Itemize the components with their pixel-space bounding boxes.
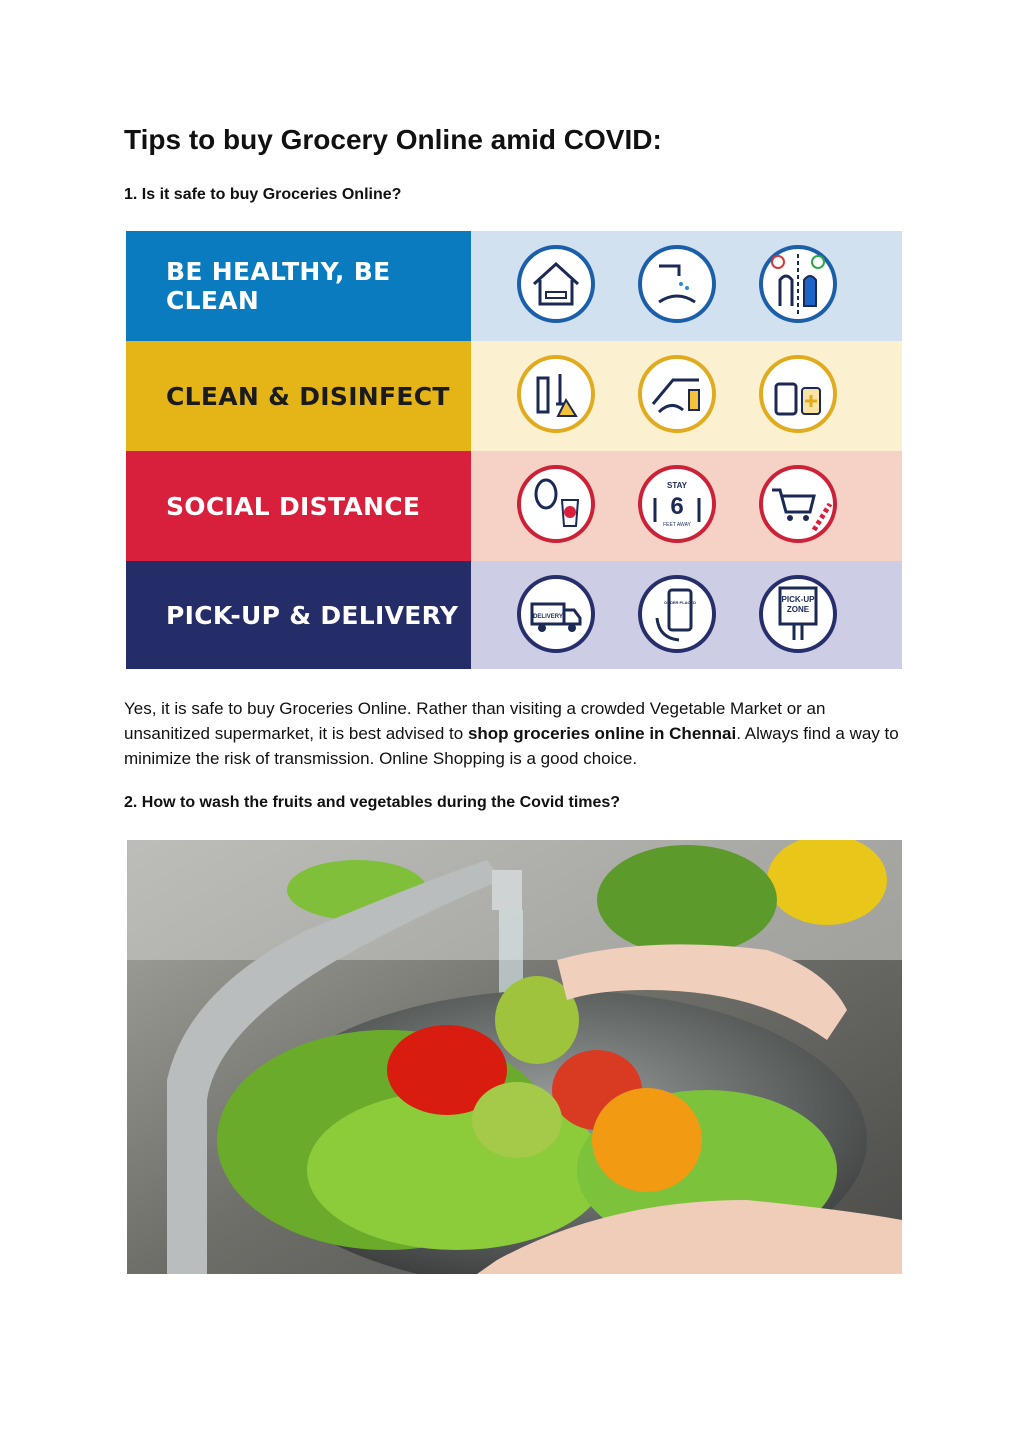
icon-strip — [471, 451, 902, 561]
banner-pickup — [126, 561, 471, 669]
handwash-icon — [637, 244, 717, 324]
six-text: 6 — [670, 493, 684, 520]
icon-strip — [471, 231, 902, 341]
infographic-row-healthy — [126, 231, 902, 341]
icon-strip — [471, 561, 902, 669]
banner-disinfect — [126, 341, 471, 451]
cart-distance-icon — [758, 464, 838, 544]
stay-text: STAY — [666, 481, 688, 490]
banner-label: CLEAN & DISINFECT — [166, 381, 450, 411]
phone-order-icon — [637, 574, 717, 654]
banner-label: PICK-UP & DELIVERY — [166, 600, 459, 630]
banner-healthy — [126, 231, 471, 341]
order-placed-text: ORDER PLACED — [663, 600, 697, 605]
pickup-text: PICK-UP — [781, 595, 815, 604]
door-handle-icon — [516, 354, 596, 434]
para-text-2: . Always find a way to minimize the risk of transmission. Online Shopping is a good choice. — [124, 724, 899, 768]
feet-away-text: FEET AWAY — [663, 522, 691, 528]
house-bed-icon — [516, 244, 596, 324]
delivery-text: DELIVERY — [533, 614, 563, 620]
six-feet-icon — [637, 464, 717, 544]
banner-social — [126, 451, 471, 561]
zone-text: ZONE — [786, 605, 810, 614]
delivery-truck-icon — [516, 574, 596, 654]
infographic-row-pickup — [126, 561, 902, 669]
banner-label: SOCIAL DISTANCE — [166, 491, 421, 521]
icon-strip — [471, 341, 902, 451]
pickup-zone-icon — [758, 574, 838, 654]
infographic-row-social — [126, 451, 902, 561]
shop-online-link-text: shop groceries online in Chennai — [467, 724, 737, 743]
question-1-heading: 1. Is it safe to buy Groceries Online? — [124, 186, 402, 203]
question-2-heading: 2. How to wash the fruits and vegetables during the Covid times? — [124, 794, 621, 811]
washing-vegetables-photo — [127, 840, 902, 1274]
page-title: Tips to buy Grocery Online amid COVID: — [124, 124, 662, 155]
sneeze-icon — [516, 464, 596, 544]
banner-label: BE HEALTHY, BE CLEAN — [166, 257, 391, 315]
sanitizer-icon — [758, 354, 838, 434]
answer-paragraph — [124, 696, 904, 771]
surface-wipe-icon — [637, 354, 717, 434]
gloves-icon — [758, 244, 838, 324]
para-text-1: Yes, it is safe to buy Groceries Online. Rather than visiting a crowded Vegetable Market or an unsanitized supermarket, it is best advised to — [124, 699, 826, 743]
covid-safety-infographic — [126, 231, 902, 669]
infographic-row-disinfect — [126, 341, 902, 451]
